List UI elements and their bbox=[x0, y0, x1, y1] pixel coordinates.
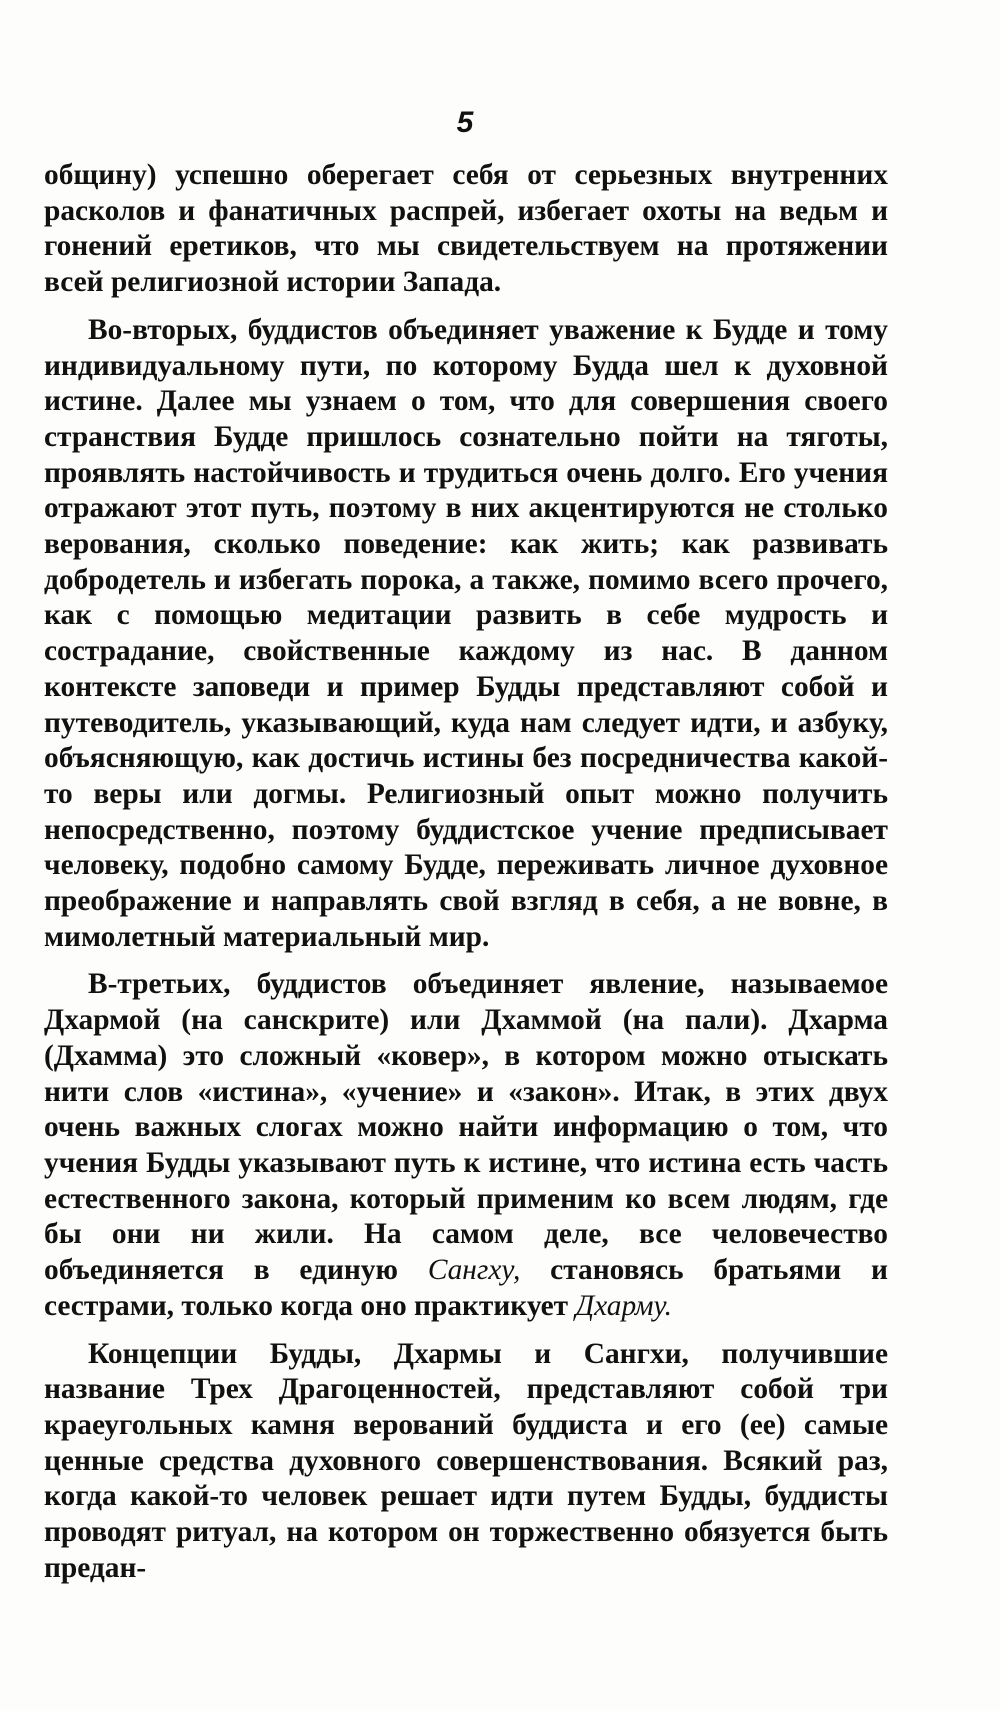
page-number: 5 bbox=[456, 106, 474, 139]
paragraph-1: общину) успешно оберегает себя от серьезных внутренних расколов и фанатичных распрей, избегает охоты на ведьм и гонений еретиков, что мы свидетельствуем на протяжении всей религиозной истории Запада. bbox=[44, 159, 888, 299]
paragraph-3-text-middle: становясь братьями и сестрами, только когда оно практикует bbox=[44, 1254, 888, 1322]
paragraph-3-text-before: В-третьих, буддистов объединяет явление, называемое Дхармой (на санскрите) или Дхаммой (на пали). Дхарма (Дхамма) это сложный «ковер», в котором можно отыскать нити слов «истина», «учение» и «закон». Итак, в этих двух очень важных слогах можно найти информацию о том, что учения Будды указывают путь к истине, что истина есть часть естественного закона, который применим ко всем людям, где бы они ни жили. На самом деле, все человечество объединяется в единую bbox=[44, 968, 888, 1287]
paragraph-2: Во-вторых, буддистов объединяет уважение к Будде и тому индивидуальному пути, по которому Будда шел к духовной истине. Далее мы узнаем о том, что для совершения своего странствия Будде пришлось сознательно пойти на тяготы, проявлять настойчивость и трудиться очень долго. Его учения отражают этот путь, поэтому в них акцентируются не столько верования, сколько поведение: как жить; как развивать добродетель и избегать порока, а также, помимо всего прочего, как с помощью медитации развить в себе мудрость и сострадание, свойственные каждому из нас. В данном контексте заповеди и пример Будды представляют собой и путеводитель, указывающий, куда нам следует идти, и азбуку, объясняющую, как достичь истины без посредничества какой-то веры или догмы. Религиозный опыт можно получить непосредственно, поэтому буддистское учение предписывает человеку, подобно самому Будде, переживать личное духовное преображение и направлять свой взгляд в себя, а не вовне, в мимолетный материальный мир. bbox=[44, 313, 888, 953]
paragraph-4: Концепции Будды, Дхармы и Сангхи, получившие название Трех Драгоценностей, представляют собой три краеугольных камня верований буддиста и его (ее) самые ценные средства духовного совершенствования. Всякий раз, когда какой-то человек решает идти путем Будды, буддисты проводят ритуал, на котором он торжественно обязуется быть предан- bbox=[44, 1337, 888, 1584]
term-dharma: Дхарму. bbox=[575, 1289, 673, 1322]
paragraph-3 bbox=[44, 967, 888, 1324]
term-sangha: Сангху, bbox=[427, 1254, 521, 1287]
body-text bbox=[44, 158, 888, 1598]
